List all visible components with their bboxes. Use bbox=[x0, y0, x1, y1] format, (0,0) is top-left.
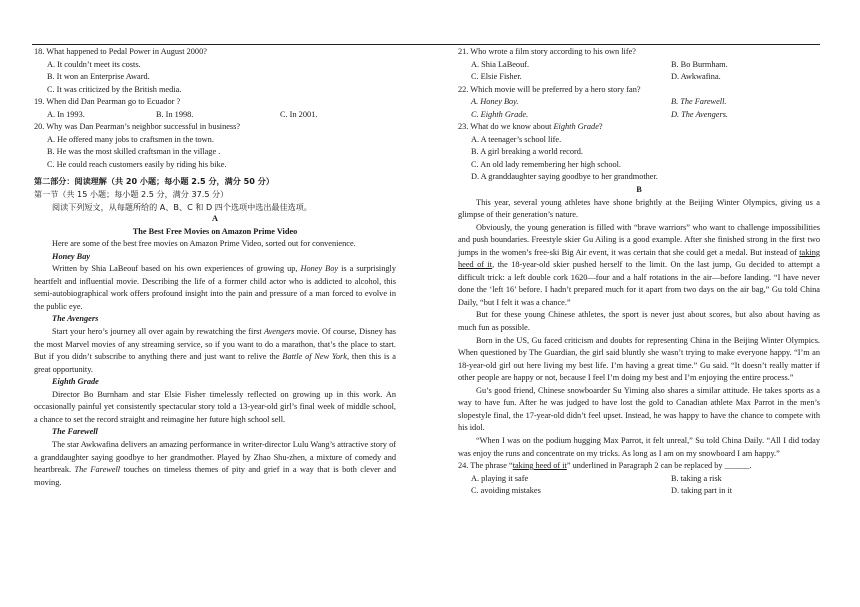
underlined-phrase: taking heed of it bbox=[458, 247, 820, 270]
q23-option-b: B. A girl breaking a world record. bbox=[471, 147, 583, 157]
q21-option-c: C. Elsie Fisher. bbox=[471, 72, 522, 82]
q18-option-b: B. It won an Enterprise Award. bbox=[47, 72, 150, 82]
movie-2-text: Start your hero’s journey all over again by rewatching the first Avengers movie. Of course, Disney has the most Marvel movies of any streaming service, so if you want to do a marathon, that’s the place to start. But if you didn’t subscribe to anything there and just want to relive the Battle of New York, then this is a great opportunity. bbox=[34, 327, 396, 374]
q22-option-c: C. Eighth Grade. bbox=[471, 109, 529, 119]
movie-3-title: Eighth Grade bbox=[52, 377, 99, 387]
q19-option-a: A. In 1993. bbox=[47, 109, 85, 119]
question-22: 22. Which movie will be preferred by a hero story fan? bbox=[458, 84, 641, 94]
passage-b-para-5: Gu’s good friend, Chinese snowboarder Su Yiming also shares a similar attitude. He takes sports as a way to have fun. After he was judged to have lost the gold to Canadian athlete Max Parrot in the men’s slopestyle final, the 17-year-old didn’t feel upset. Instead, he was happy to have the chance to compete with his idol. bbox=[458, 385, 820, 433]
section1-heading: 第一节（共 15 小题；每小题 2.5 分，满分 37.5 分） bbox=[34, 189, 229, 200]
passage-b-para-1: This year, several young athletes have shone brightly at the Beijing Winter Olympics, giving us a glimpse of their generation’s nature. bbox=[458, 197, 820, 220]
question-18: 18. What happened to Pedal Power in August 2000? bbox=[34, 47, 207, 56]
passage-b-letter: B bbox=[636, 185, 642, 195]
q24-option-b: B. taking a risk bbox=[671, 473, 722, 483]
q23-option-c: C. An old lady remembering her high school. bbox=[471, 159, 622, 169]
movie-3-text: Director Bo Burnham and star Elsie Fisher timelessly reflected on growing up in this work. An occasionally painful yet consistently spectacular story told a 13-year-old girl’s final week of middle school, a chance to set the record straight and reimagine her future high school sell. bbox=[34, 389, 396, 424]
q20-option-b: B. He was the most skilled craftsman in the village . bbox=[47, 147, 221, 157]
q21-option-b: B. Bo Burmham. bbox=[671, 59, 728, 69]
q24-options-row2 bbox=[458, 485, 820, 498]
q18-option-c: C. It was criticized by the British media. bbox=[47, 84, 182, 94]
passage-b-para-6: “When I was on the podium hugging Max Parrot, it felt unreal,” Su told China Daily. “All I did today was enjoy the runs and concentrate on my tricks. As long as I am on my snowboard I am happy.” bbox=[458, 435, 820, 458]
q24-option-d: D. taking part in it bbox=[671, 486, 733, 496]
movie-1-title: Honey Bay bbox=[52, 251, 91, 261]
instruction-text: 阅读下列短文，从每题所给的 A、B、C 和 D 四个选项中选出最佳选项。 bbox=[52, 201, 312, 212]
passage-b-para-4: Born in the US, Gu faced criticism and doubts for representing China in the Beijing Winter Olympics. When questioned by The Guardian, the girl said bluntly she wasn’t trying to make everyone happy. “I’m an 18-year-old girl out here living my best life. I’m having a great time.” Gu said. “It doesn’t really matter if other people are happy or not, because I feel I’m doing my best and I’m enjoying the entire process.” bbox=[458, 335, 820, 383]
q21-options-row1 bbox=[458, 59, 820, 72]
question-21: 21. Who wrote a film story according to his own life? bbox=[458, 47, 636, 56]
movie-2-title: The Avengers bbox=[52, 314, 99, 324]
q22-option-a: A. Honey Boy. bbox=[471, 97, 519, 107]
q18-option-a: A. It couldn’t meet its costs. bbox=[47, 59, 141, 69]
passage-a-title: The Best Free Movies on Amazon Prime Video bbox=[132, 226, 298, 236]
header-rule bbox=[32, 44, 820, 45]
passage-a-letter: A bbox=[212, 214, 218, 224]
movie-1-text: Written by Shia LaBeouf based on his own experiences of growing up, Honey Boy is a surprisingly heartfelt and influential movie. Describing the life of a former child actor who is addicted to alcohol, this semi-autobiographical work offers profound insight into the pain and pressure of a man forced to evolve in the public eye. bbox=[34, 264, 396, 311]
question-20: 20. Why was Dan Pearman’s neighbor successful in business? bbox=[34, 122, 241, 132]
q22-option-b: B. The Farewell. bbox=[671, 97, 727, 107]
q22-options-row2 bbox=[458, 109, 820, 122]
passage-b-para-2: Obviously, the young generation is filled with “brave warriors” who want to challenge impossibilities and push boundaries. Freestyle skier Gu Ailing is a good example. After she finished strong in the first two jumps in the women’s free-ski Big Air event, it was certain that she could get a medal. But instead of taking heed of it, the 18-year-old skier pushed herself to the limit. On the last jump, Gu decided to attempt a difficult trick: a left double cork 1620—four and a half rotations in the air—before landing. “I have never done the ‘left 16’ before. I hadn’t prepared much for it apart from two days on the air bag,” Gu told China Daily, “but I felt it was a chance.” bbox=[458, 222, 820, 307]
passage-a-intro: Here are some of the best free movies on Amazon Prime Video, sorted out for convenience. bbox=[52, 239, 356, 249]
q21-option-d: D. Awkwafina. bbox=[671, 72, 721, 82]
question-23: 23. What do we know about Eighth Grade? bbox=[458, 122, 603, 132]
q20-option-c: C. He could reach customers easily by riding his bike. bbox=[47, 159, 227, 169]
right-column bbox=[458, 46, 820, 498]
passage-b-para-3: But for these young Chinese athletes, the sport is never just about scores, but also about having as much fun as possible. bbox=[458, 310, 820, 333]
movie-4-text: The star Awkwafina delivers an amazing performance in writer-director Lulu Wang’s attractive story of a granddaughter saying goodbye to her grandmother. Played by Zhao Shu-zhen, a mixture of comedy and heartbreak. The Farewell touches on timeless themes of pity and grief in a way that is both clever and moving. bbox=[34, 439, 396, 487]
part2-heading: 第二部分：阅读理解（共 20 小题；每小题 2.5 分，满分 50 分） bbox=[34, 176, 274, 187]
q19-option-c: C. In 2001. bbox=[280, 109, 318, 119]
left-column bbox=[34, 46, 396, 489]
question-24: 24. The phrase “taking heed of it” underlined in Paragraph 2 can be replaced by ______. bbox=[458, 461, 752, 471]
q23-option-a: A. A teenager’s school life. bbox=[471, 134, 562, 144]
q23-option-d: D. A granddaughter saying goodbye to her grandmother. bbox=[471, 172, 658, 182]
q19-option-b: B. In 1998. bbox=[156, 109, 194, 119]
q21-option-a: A. Shia LaBeouf. bbox=[471, 59, 530, 69]
question-19: 19. When did Dan Pearman go to Ecuador ? bbox=[34, 97, 181, 107]
q24-option-a: A. playing it safe bbox=[471, 473, 529, 483]
q19-options bbox=[34, 109, 396, 122]
q22-option-d: D. The Avengers. bbox=[671, 109, 728, 119]
q20-option-a: A. He offered many jobs to craftsmen in the town. bbox=[47, 134, 214, 144]
movie-4-title: The Farewell bbox=[52, 427, 98, 437]
q24-option-c: C. avoiding mistakes bbox=[471, 486, 541, 496]
q22-options-row1 bbox=[458, 96, 820, 109]
q21-options-row2 bbox=[458, 71, 820, 84]
q24-options-row1 bbox=[458, 473, 820, 486]
